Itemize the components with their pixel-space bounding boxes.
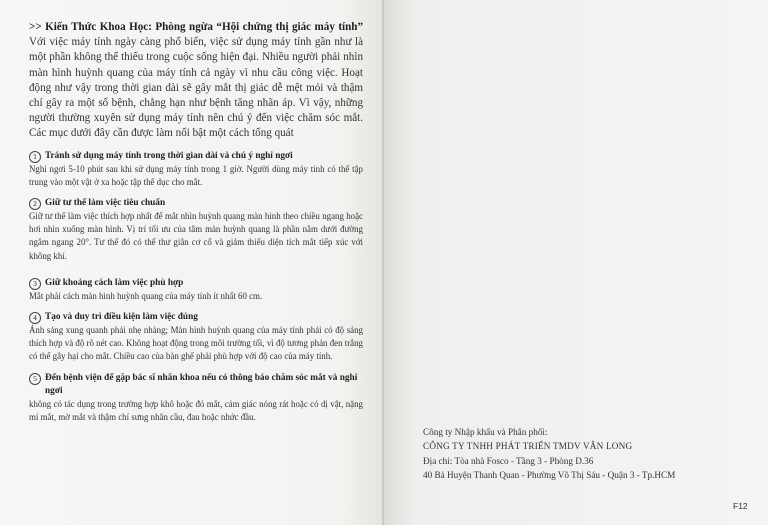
article <box>29 20 363 424</box>
section-1 <box>29 150 363 189</box>
company-name: CÔNG TY TNHH PHÁT TRIỂN TMDV VÂN LONG <box>423 441 633 452</box>
section-heading <box>29 311 363 324</box>
section-number: 3 <box>29 278 41 290</box>
section-body: Mắt phải cách màn hình huỳnh quang của máy tính ít nhất 60 cm. <box>29 290 263 301</box>
section-body: Giữ tư thế làm việc thích hợp nhất để mắt nhìn huỳnh quang màn hình theo chiều ngang hoặc hơi nhìn xuống màn hình. Vị trí tối ưu của tâm màn huỳnh quang là phần nằm dưới đường ngắm ngang 20°. Tư thế đó có thể thư giãn cơ cổ và giảm thiểu diện tích mắt tiếp xúc với không khí. <box>29 211 363 261</box>
section-heading <box>29 197 363 210</box>
article-heading: >> Kiến Thức Khoa Học: Phòng ngừa “Hội chứng thị giác máy tính” <box>29 21 363 33</box>
section-number: 4 <box>29 312 41 324</box>
section-heading <box>29 277 363 290</box>
section-body: không có tác dụng trong trường hợp khô hoặc đỏ mắt, cảm giác nóng rát hoặc có dị vật, nặng mí mắt, mờ mắt và thậm chí sưng nhãn cầu, đau hoặc nhức đầu. <box>29 398 363 422</box>
section-number: 1 <box>29 151 41 163</box>
page-number: F12 <box>733 501 748 511</box>
section-title: Tạo và duy trì điều kiện làm việc đúng <box>45 312 198 323</box>
distributor-label: Công ty Nhập khẩu và Phân phối: <box>423 427 548 437</box>
intro-paragraph <box>29 20 363 142</box>
section-title: Giữ tư thế làm việc tiêu chuẩn <box>45 198 166 209</box>
section-body: Ánh sáng xung quanh phải nhẹ nhàng; Màn hình huỳnh quang của máy tính phải có độ sáng thích hợp và độ rõ nét cao. Không hoạt động trong môi trường tối, vì độ tương phản đen trắng có thể gây hại cho mắt. Chiều cao của bàn ghế phải phù hợp với độ cao của máy tính. <box>29 325 363 362</box>
section-3 <box>29 277 363 303</box>
intro-text: Với việc máy tính ngày càng phổ biến, việc sử dụng máy tính gần như là một phần không thể thiếu trong cuộc sống hiện đại. Nhiều người phải nhìn màn hình huỳnh quang của máy tính cả ngày vì nhu cầu công việc. Hoạt động như vậy trong thời gian dài sẽ gây mắt thị giác dễ mệt mỏi và thậm chí gây ra một số bệnh, chẳng hạn như bệnh tăng nhãn áp. Vì vậy, những người thường xuyên sử dụng máy tính nên chú ý đến việc chăm sóc mắt. Các mục dưới đây cần được làm nổi bật một cách tổng quát <box>29 36 363 140</box>
section-number: 2 <box>29 198 41 210</box>
section-number: 5 <box>29 373 41 385</box>
section-2 <box>29 197 363 263</box>
section-heading <box>29 150 363 163</box>
address-line-2: 40 Bà Huyện Thanh Quan - Phường Võ Thị Sáu - Quận 3 - Tp.HCM <box>423 470 676 481</box>
section-title: Giữ khoảng cách làm việc phù hợp <box>45 277 184 288</box>
section-title: Đến bệnh viện để gặp bác sĩ nhãn khoa nếu có thông báo chăm sóc mắt và nghỉ ngơi <box>45 372 358 396</box>
section-4 <box>29 311 363 364</box>
distributor-info <box>423 425 743 483</box>
section-heading <box>29 372 363 398</box>
section-title: Tránh sử dụng máy tính trong thời gian dài và chú ý nghỉ ngơi <box>45 150 293 161</box>
section-5 <box>29 372 363 424</box>
section-body: Nghỉ ngơi 5-10 phút sau khi sử dụng máy tính trong 1 giờ. Người dùng máy tính có thể tập trung vào một vật ở xa hoặc tập thể dục cho mắt. <box>29 163 363 187</box>
address-line-1: Địa chỉ: Tòa nhà Fosco - Tầng 3 - Phòng D.36 <box>423 455 594 466</box>
